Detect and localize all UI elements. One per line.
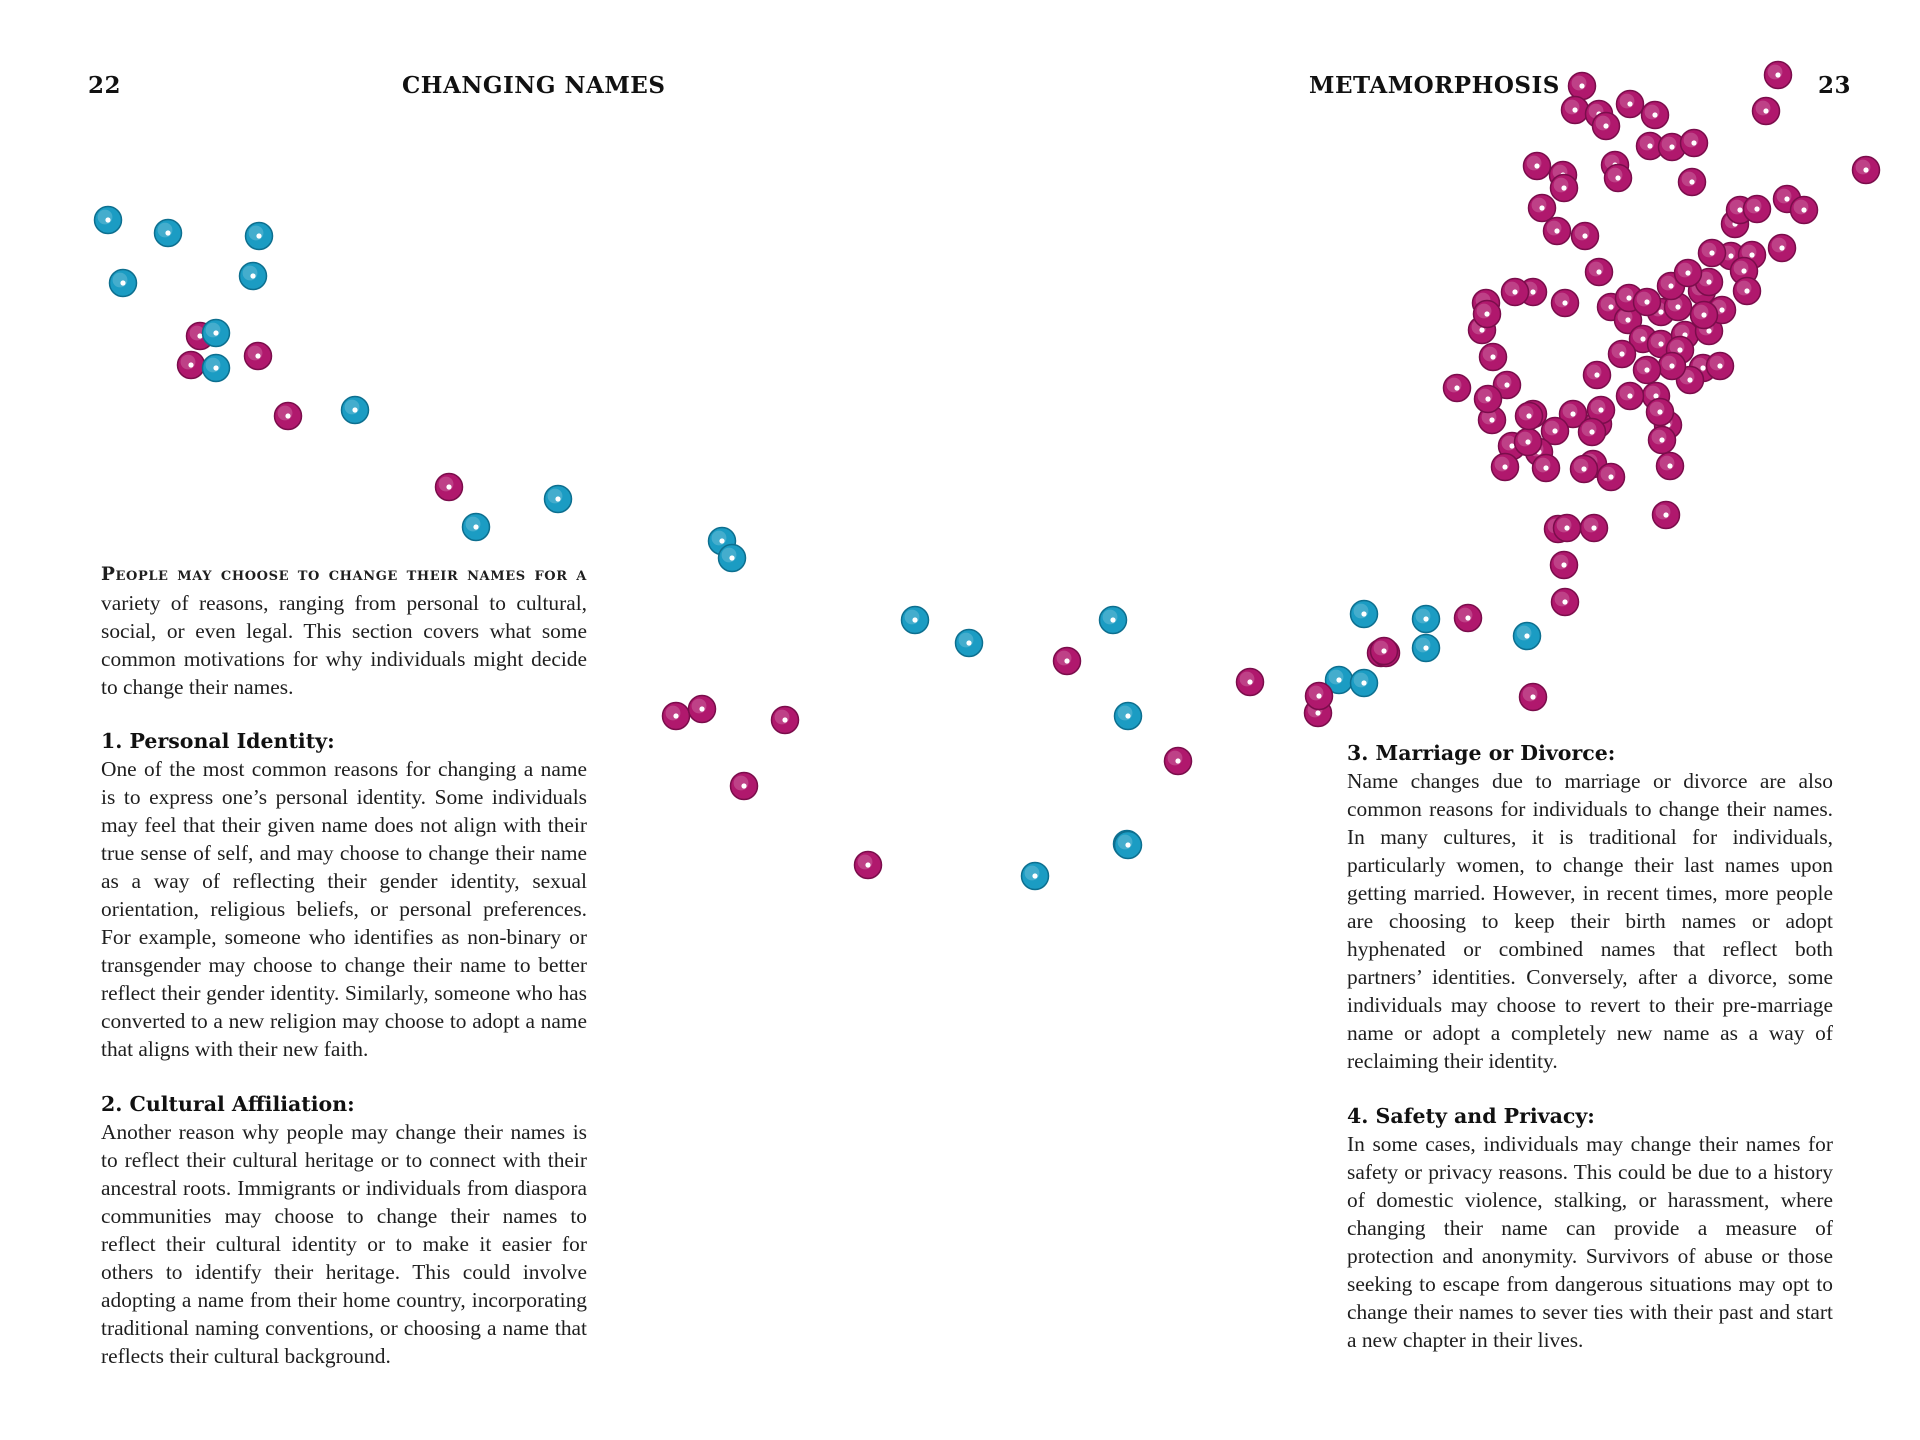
magenta-sequin <box>1492 454 1519 481</box>
magenta-sequin <box>1653 502 1680 529</box>
magenta-sequin <box>1649 427 1676 454</box>
teal-sequin <box>155 220 182 247</box>
page-number-left: 22 <box>88 72 122 99</box>
magenta-sequin <box>1544 218 1571 245</box>
magenta-sequin <box>1515 429 1542 456</box>
teal-sequin <box>203 320 230 347</box>
magenta-sequin <box>1675 260 1702 287</box>
magenta-sequin <box>1791 197 1818 224</box>
magenta-sequin <box>1617 91 1644 118</box>
teal-sequin <box>246 223 273 250</box>
section-marriage-divorce <box>1347 739 1833 1075</box>
magenta-sequin <box>1584 362 1611 389</box>
section-heading: 3. Marriage or Divorce: <box>1347 741 1616 765</box>
magenta-sequin <box>1533 455 1560 482</box>
teal-sequin <box>1413 635 1440 662</box>
magenta-sequin <box>772 707 799 734</box>
magenta-sequin <box>1769 235 1796 262</box>
magenta-sequin <box>1598 464 1625 491</box>
section-personal-identity <box>101 727 587 1063</box>
teal-sequin <box>1100 607 1127 634</box>
intro-paragraph <box>101 559 587 701</box>
section-body: One of the most common reasons for changing a name is to express one’s personal identity. Some individuals may feel that their given name does not align with their true sense of self, and may choose to change their name as a way of reflecting their gender identity, sexual orientation, religious beliefs, or personal preferences. For example, someone who identifies as non-binary or transgender may choose to change their name to better reflect their gender identity. Similarly, someone who has converted to a new religion may choose to adopt a name that aligns with their new faith. <box>101 757 587 1061</box>
teal-sequin <box>1514 623 1541 650</box>
teal-sequin <box>1115 832 1142 859</box>
magenta-sequin <box>1634 289 1661 316</box>
magenta-sequin <box>1734 278 1761 305</box>
teal-sequin <box>1351 670 1378 697</box>
magenta-sequin <box>1699 240 1726 267</box>
magenta-sequin <box>1371 638 1398 665</box>
running-head-right: METAMORPHOSIS <box>1309 72 1560 99</box>
magenta-sequin <box>1502 279 1529 306</box>
magenta-sequin <box>1237 669 1264 696</box>
teal-sequin <box>1115 703 1142 730</box>
magenta-sequin <box>689 696 716 723</box>
magenta-sequin <box>1679 169 1706 196</box>
teal-sequin <box>902 607 929 634</box>
teal-sequin <box>719 545 746 572</box>
magenta-sequin <box>1554 515 1581 542</box>
magenta-sequin <box>1551 175 1578 202</box>
magenta-sequin <box>1552 589 1579 616</box>
magenta-sequin <box>1562 97 1589 124</box>
running-head-left: CHANGING NAMES <box>402 72 666 99</box>
teal-sequin <box>463 514 490 541</box>
teal-sequin <box>110 270 137 297</box>
magenta-sequin <box>1569 73 1596 100</box>
magenta-sequin <box>1765 62 1792 89</box>
magenta-sequin <box>1744 196 1771 223</box>
magenta-sequin <box>1579 419 1606 446</box>
magenta-sequin <box>1551 552 1578 579</box>
magenta-sequin <box>1475 386 1502 413</box>
teal-sequin <box>1413 606 1440 633</box>
intro-lead-in: People may choose to change their names for a <box>101 564 587 585</box>
section-heading: 4. Safety and Privacy: <box>1347 1104 1595 1128</box>
magenta-sequin <box>1707 353 1734 380</box>
magenta-sequin <box>436 474 463 501</box>
magenta-sequin <box>1516 403 1543 430</box>
magenta-sequin <box>245 343 272 370</box>
section-body: Another reason why people may change their names is to reflect their cultural heritage or to connect with their ancestral roots. Immigrants or individuals from diaspora communities may choose to change their names to reflect their cultural identity or to make it easier for others to identify their heritage. This could involve adopting a name from their home country, incorporating traditional naming conventions, or choosing a name that reflects their cultural background. <box>101 1120 587 1368</box>
magenta-sequin <box>275 403 302 430</box>
teal-sequin <box>1022 863 1049 890</box>
teal-sequin <box>545 486 572 513</box>
magenta-sequin <box>1853 157 1880 184</box>
section-heading: 1. Personal Identity: <box>101 729 335 753</box>
teal-sequin <box>240 263 267 290</box>
magenta-sequin <box>1306 683 1333 710</box>
magenta-sequin <box>1609 341 1636 368</box>
magenta-sequin <box>1165 748 1192 775</box>
magenta-sequin <box>731 773 758 800</box>
magenta-sequin <box>1642 102 1669 129</box>
magenta-sequin <box>1634 357 1661 384</box>
magenta-sequin <box>1572 223 1599 250</box>
magenta-sequin <box>1480 344 1507 371</box>
magenta-sequin <box>1571 456 1598 483</box>
magenta-sequin <box>1617 383 1644 410</box>
magenta-sequin <box>855 852 882 879</box>
magenta-sequin <box>1520 684 1547 711</box>
magenta-sequin <box>1605 165 1632 192</box>
section-cultural-affiliation <box>101 1090 587 1370</box>
magenta-sequin <box>1474 301 1501 328</box>
magenta-sequin <box>1657 453 1684 480</box>
teal-sequin <box>203 355 230 382</box>
magenta-sequin <box>1524 153 1551 180</box>
teal-sequin <box>342 397 369 424</box>
section-safety-privacy <box>1347 1102 1833 1354</box>
magenta-sequin <box>1444 375 1471 402</box>
magenta-sequin <box>1054 648 1081 675</box>
magenta-sequin <box>1529 195 1556 222</box>
magenta-sequin <box>1586 259 1613 286</box>
section-body: Name changes due to marriage or divorce are also common reasons for individuals to change their names. In many cultures, it is traditional for individuals, particularly women, to change their last names upon getting married. However, in recent times, more people are choosing to keep their birth names or adopt hyphenated or combined names that reflect both partners’ identities. Conversely, after a divorce, some individuals may choose to revert to their pre-marriage name or adopt a completely new name as a way of reclaiming their identity. <box>1347 769 1833 1073</box>
magenta-sequin <box>1581 515 1608 542</box>
teal-sequin <box>956 630 983 657</box>
teal-sequin <box>1351 601 1378 628</box>
magenta-sequin <box>1647 399 1674 426</box>
magenta-sequin <box>1659 353 1686 380</box>
magenta-sequin <box>1681 130 1708 157</box>
magenta-sequin <box>1593 113 1620 140</box>
magenta-sequin <box>1552 290 1579 317</box>
page-number-right: 23 <box>1818 72 1852 99</box>
section-heading: 2. Cultural Affiliation: <box>101 1092 355 1116</box>
magenta-sequin <box>663 703 690 730</box>
teal-sequin <box>95 207 122 234</box>
magenta-sequin <box>178 352 205 379</box>
section-body: In some cases, individuals may change their names for safety or privacy reasons. This could be due to a history of domestic violence, stalking, or harassment, where changing their name can provide a measure of protection and anonymity. Survivors of abuse or those seeking to escape from dangerous situations may opt to change their names to sever ties with their past and start a new chapter in their lives. <box>1347 1132 1833 1352</box>
magenta-sequin <box>1691 302 1718 329</box>
intro-text: variety of reasons, ranging from personal to cultural, social, or even legal. This section covers what some common motivations for why individuals might decide to change their names. <box>101 591 587 699</box>
magenta-sequin <box>1455 605 1482 632</box>
magenta-sequin <box>1753 98 1780 125</box>
